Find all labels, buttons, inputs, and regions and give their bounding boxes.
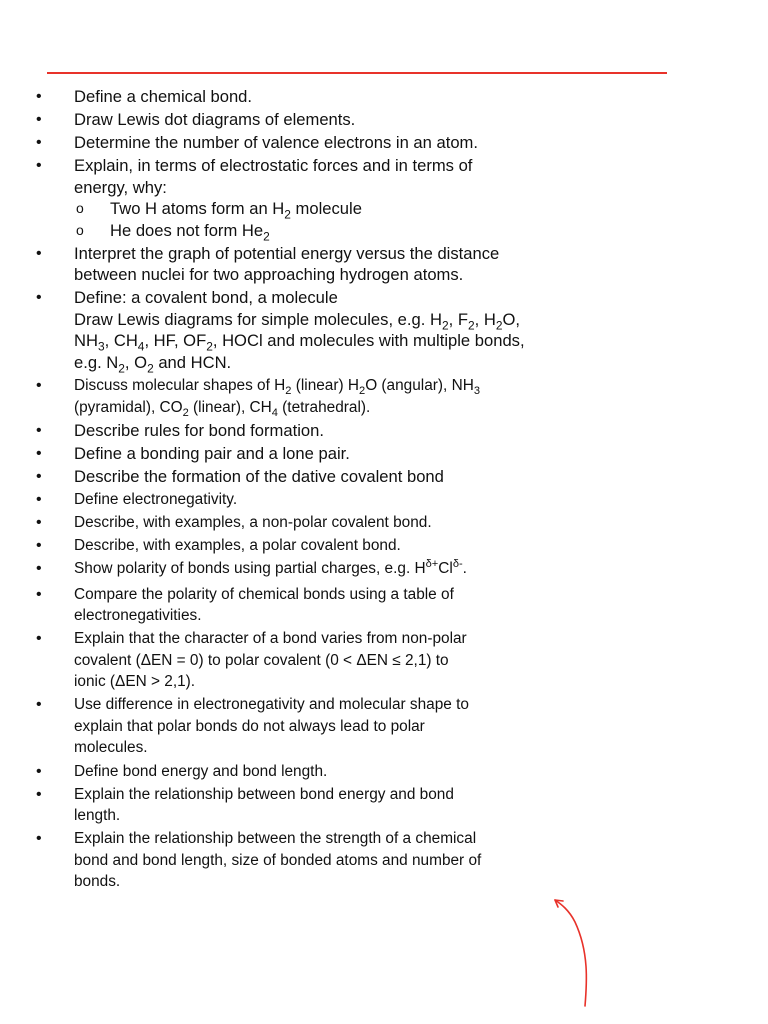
item-text: Draw Lewis diagrams for simple molecules, e.g. $H_2$, $F_2$, $H_2O$, <box>74 309 520 333</box>
list-item <box>0 466 768 488</box>
item-text: Compare the polarity of chemical bonds using a table of <box>74 585 454 603</box>
bullet-icon: • <box>36 157 42 175</box>
bullet-icon: • <box>36 289 42 307</box>
item-text: Interpret the graph of potential energy versus the distance <box>74 243 500 263</box>
list-item <box>0 375 768 418</box>
item-text: Determine the number of valence electrons in an atom. <box>74 133 478 153</box>
item-text: Use difference in electronegativity and molecular shape to <box>74 696 469 714</box>
red-horizontal-rule <box>47 72 667 74</box>
item-text: Describe, with examples, a non-polar covalent bond. <box>74 514 432 532</box>
item-text: Define bond energy and bond length. <box>74 762 328 780</box>
bullet-icon: • <box>36 111 42 129</box>
bullet-icon: • <box>36 467 42 485</box>
bullet-icon: • <box>36 560 42 578</box>
list-item <box>0 443 768 465</box>
item-text: bonds. <box>74 873 121 891</box>
list-item <box>0 584 768 627</box>
list-item <box>0 628 768 693</box>
item-text: Explain, in terms of electrostatic forces and in terms of <box>74 156 473 176</box>
item-text: energy, why: <box>74 177 167 197</box>
item-text: Explain the relationship between the strength of a chemical <box>74 830 477 848</box>
list-item <box>0 512 768 534</box>
item-text: Describe, with examples, a polar covalent bond. <box>74 537 401 555</box>
bullet-icon: • <box>36 585 42 603</box>
item-text: Describe the formation of the dative covalent bond <box>74 466 444 486</box>
bullet-icon: • <box>36 630 42 648</box>
bullet-icon: • <box>36 134 42 152</box>
item-text: molecules. <box>74 739 148 757</box>
list-item <box>0 535 768 557</box>
item-text: between nuclei for two approaching hydrogen atoms. <box>74 265 464 285</box>
list-item <box>0 132 768 154</box>
list-item <box>0 420 768 442</box>
bullet-icon: • <box>36 762 42 780</box>
list-item <box>0 287 768 376</box>
list-item <box>0 109 768 131</box>
bullet-icon: • <box>36 244 42 262</box>
item-text: bond and bond length, size of bonded atoms and number of <box>74 851 482 869</box>
bullet-icon: • <box>36 88 42 105</box>
bullet-icon: • <box>36 377 42 395</box>
item-text: explain that polar bonds do not always lead to polar <box>74 717 425 735</box>
item-text: e.g. $N_2$, $O_2$ and HCN. <box>74 352 232 376</box>
list-item <box>0 694 768 759</box>
bullet-icon: • <box>36 696 42 714</box>
list-item <box>0 489 768 511</box>
sub-bullet-icon: o <box>76 221 84 238</box>
bullet-icon: • <box>36 421 42 439</box>
list-item <box>0 761 768 783</box>
list-item <box>0 86 768 108</box>
hand-drawn-arrow-icon <box>545 892 595 1012</box>
item-text: ionic (ΔEN > 2,1). <box>74 673 196 691</box>
sub-list-item: o Two H atoms form an $H_2$ molecule <box>76 199 362 222</box>
item-text: Explain the relationship between bond energy and bond <box>74 785 454 803</box>
list-item <box>0 558 768 580</box>
bullet-icon: • <box>36 490 42 508</box>
item-text: Discuss molecular shapes of $H_2$ (linear) $H_2O$ (angular), $NH_3$ <box>74 377 480 398</box>
objectives-list <box>0 86 768 894</box>
item-text: Explain that the character of a bond varies from non-polar <box>74 630 467 648</box>
bullet-icon: • <box>36 444 42 462</box>
bullet-icon: • <box>36 785 42 803</box>
item-text: Define a bonding pair and a lone pair. <box>74 443 350 463</box>
item-text: (pyramidal), $CO_2$ (linear), $CH_4$ (tetrahedral). <box>74 398 371 419</box>
list-item <box>0 243 768 286</box>
list-item <box>0 828 768 893</box>
bullet-icon: • <box>36 537 42 555</box>
item-text: Draw Lewis dot diagrams of elements. <box>74 110 356 130</box>
bullet-icon: • <box>36 830 42 848</box>
item-text: Define a chemical bond. <box>74 87 253 106</box>
sub-list-item: o He does not form $He_2$ <box>76 220 270 244</box>
list-item <box>0 784 768 827</box>
bullet-icon: • <box>36 514 42 532</box>
item-text: covalent (ΔEN = 0) to polar covalent (0 < ΔEN ≤ 2,1) to <box>74 651 449 669</box>
item-text: Define: a covalent bond, a molecule <box>74 288 338 308</box>
list-item <box>0 155 768 244</box>
item-text: $NH_3$, $CH_4$, HF, $OF_2$, HOCl and molecules with multiple bonds, <box>74 331 525 354</box>
item-text: Show polarity of bonds using partial charges, e.g. $H^{\delta+}Cl^{\delta-}$. <box>74 558 467 578</box>
item-text: Describe rules for bond formation. <box>74 420 324 440</box>
sub-bullet-icon: o <box>76 200 84 217</box>
item-text: length. <box>74 807 121 825</box>
item-text: electronegativities. <box>74 607 202 625</box>
item-text: Define electronegativity. <box>74 490 238 508</box>
